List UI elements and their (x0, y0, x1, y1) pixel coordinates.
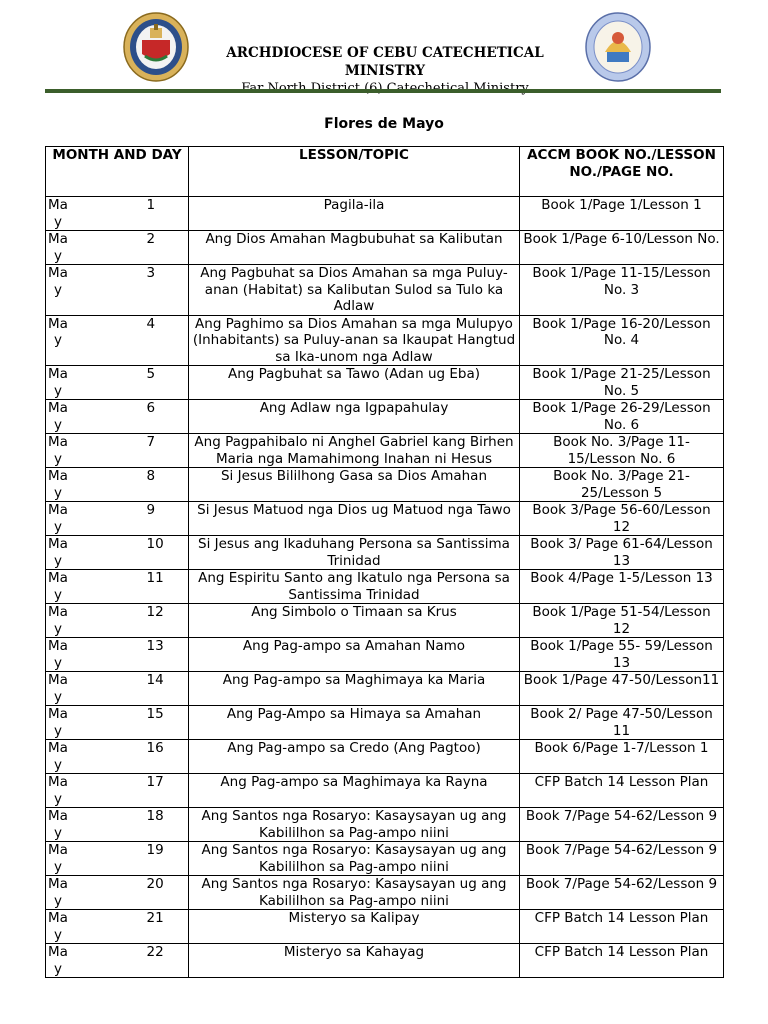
table-row (46, 604, 724, 638)
row-day: 8 (133, 468, 189, 502)
column-header-topic: LESSON/TOPIC (189, 147, 520, 197)
row-month-cell (46, 366, 133, 400)
table-body (46, 197, 724, 978)
row-month-cell (46, 197, 133, 231)
table-row (46, 706, 724, 740)
row-reference: Book 3/Page 56-60/Lesson 12 (520, 502, 724, 536)
row-reference: Book 1/Page 21-25/Lesson No. 5 (520, 366, 724, 400)
row-month: May (48, 231, 68, 264)
row-reference: Book 1/Page 11-15/Lesson No. 3 (520, 265, 724, 316)
organization-name: ARCHDIOCESE OF CEBU CATECHETICAL MINISTRY (226, 45, 544, 79)
table-row (46, 265, 724, 316)
row-reference: Book 1/Page 55- 59/Lesson 13 (520, 638, 724, 672)
table-row (46, 468, 724, 502)
row-reference: Book 1/Page 47-50/Lesson11 (520, 672, 724, 706)
document-title: Flores de Mayo (324, 116, 444, 132)
row-month-cell (46, 638, 133, 672)
row-day: 10 (133, 536, 189, 570)
row-month: May (48, 197, 68, 230)
row-day: 13 (133, 638, 189, 672)
row-month: May (48, 944, 68, 977)
row-month-cell (46, 774, 133, 808)
row-reference: Book 1/Page 26-29/Lesson No. 6 (520, 400, 724, 434)
row-month: May (48, 468, 68, 501)
row-topic: Ang Paghimo sa Dios Amahan sa mga Mulupyo (Inhabitants) sa Puluy-anan sa Ikaupat Hangtud sa Ika-unom nga Adlaw (189, 315, 520, 366)
row-topic: Si Jesus Matuod nga Dios ug Matuod nga Tawo (189, 502, 520, 536)
row-reference: Book 7/Page 54-62/Lesson 9 (520, 808, 724, 842)
table-row (46, 944, 724, 978)
row-reference: Book 7/Page 54-62/Lesson 9 (520, 842, 724, 876)
row-reference: Book 2/ Page 47-50/Lesson 11 (520, 706, 724, 740)
row-month-cell (46, 944, 133, 978)
row-topic: Ang Santos nga Rosaryo: Kasaysayan ug ang Kabililhon sa Pag-ampo niini (189, 876, 520, 910)
table-row (46, 536, 724, 570)
header-divider (45, 89, 721, 93)
row-day: 1 (133, 197, 189, 231)
row-day: 12 (133, 604, 189, 638)
row-day: 7 (133, 434, 189, 468)
row-day: 4 (133, 315, 189, 366)
row-day: 5 (133, 366, 189, 400)
row-month-cell (46, 876, 133, 910)
letterhead (0, 0, 768, 96)
row-month: May (48, 502, 68, 535)
row-month-cell (46, 740, 133, 774)
row-topic: Ang Pag-Ampo sa Himaya sa Amahan (189, 706, 520, 740)
row-month: May (48, 604, 68, 637)
row-day: 2 (133, 231, 189, 265)
row-month-cell (46, 910, 133, 944)
row-month-cell (46, 808, 133, 842)
table-row (46, 315, 724, 366)
row-topic: Ang Dios Amahan Magbubuhat sa Kalibutan (189, 231, 520, 265)
row-reference: Book 6/Page 1-7/Lesson 1 (520, 740, 724, 774)
row-month-cell (46, 570, 133, 604)
row-reference: Book 1/Page 51-54/Lesson 12 (520, 604, 724, 638)
table-row (46, 740, 724, 774)
row-month-cell (46, 536, 133, 570)
row-topic: Ang Pag-ampo sa Amahan Namo (189, 638, 520, 672)
table-row (46, 910, 724, 944)
row-topic: Ang Santos nga Rosaryo: Kasaysayan ug ang Kabililhon sa Pag-ampo niini (189, 842, 520, 876)
row-reference: Book No. 3/Page 11-15/Lesson No. 6 (520, 434, 724, 468)
row-reference: Book 1/Page 6-10/Lesson No. (520, 231, 724, 265)
row-month: May (48, 706, 68, 739)
row-month-cell (46, 502, 133, 536)
row-topic: Ang Espiritu Santo ang Ikatulo nga Persona sa Santissima Trinidad (189, 570, 520, 604)
row-day: 14 (133, 672, 189, 706)
row-topic: Ang Pagbuhat sa Dios Amahan sa mga Puluy-anan (Habitat) sa Kalibutan Sulod sa Tulo ka Adlaw (189, 265, 520, 316)
table-row (46, 197, 724, 231)
row-topic: Si Jesus ang Ikaduhang Persona sa Santissima Trinidad (189, 536, 520, 570)
row-reference: CFP Batch 14 Lesson Plan (520, 774, 724, 808)
row-month: May (48, 638, 68, 671)
row-month-cell (46, 315, 133, 366)
table-row (46, 638, 724, 672)
table-row (46, 570, 724, 604)
row-topic: Ang Adlaw nga Igpapahulay (189, 400, 520, 434)
schedule-table (45, 146, 724, 978)
row-month: May (48, 842, 68, 875)
row-day: 11 (133, 570, 189, 604)
san-pedro-seal-icon (585, 12, 651, 82)
row-month: May (48, 265, 68, 298)
row-month-cell (46, 706, 133, 740)
row-day: 3 (133, 265, 189, 316)
row-topic: Misteryo sa Kalipay (189, 910, 520, 944)
row-month: May (48, 570, 68, 603)
row-topic: Ang Pag-ampo sa Maghimaya ka Rayna (189, 774, 520, 808)
row-day: 16 (133, 740, 189, 774)
row-month-cell (46, 468, 133, 502)
row-day: 18 (133, 808, 189, 842)
row-month: May (48, 672, 68, 705)
row-month: May (48, 536, 68, 569)
row-month: May (48, 434, 68, 467)
row-reference: Book No. 3/Page 21-25/Lesson 5 (520, 468, 724, 502)
row-month: May (48, 876, 68, 909)
row-topic: Ang Pagbuhat sa Tawo (Adan ug Eba) (189, 366, 520, 400)
row-topic: Misteryo sa Kahayag (189, 944, 520, 978)
table-row (46, 808, 724, 842)
table-row (46, 434, 724, 468)
table-row (46, 842, 724, 876)
row-day: 17 (133, 774, 189, 808)
row-month-cell (46, 265, 133, 316)
column-header-month-day: MONTH AND DAY (46, 147, 189, 197)
row-reference: Book 4/Page 1-5/Lesson 13 (520, 570, 724, 604)
row-reference: Book 3/ Page 61-64/Lesson 13 (520, 536, 724, 570)
table-row (46, 876, 724, 910)
column-header-reference: ACCM BOOK NO./LESSON NO./PAGE NO. (520, 147, 724, 197)
row-topic: Si Jesus Bililhong Gasa sa Dios Amahan (189, 468, 520, 502)
row-month-cell (46, 400, 133, 434)
row-month: May (48, 910, 68, 943)
row-month: May (48, 808, 68, 841)
table-row (46, 774, 724, 808)
archdiocese-seal-icon (123, 12, 189, 82)
table-row (46, 366, 724, 400)
row-reference: Book 1/Page 16-20/Lesson No. 4 (520, 315, 724, 366)
row-reference: CFP Batch 14 Lesson Plan (520, 910, 724, 944)
row-day: 15 (133, 706, 189, 740)
row-month: May (48, 400, 68, 433)
row-month: May (48, 740, 68, 773)
row-day: 21 (133, 910, 189, 944)
row-topic: Ang Pag-ampo sa Credo (Ang Pagtoo) (189, 740, 520, 774)
table-header-row (46, 147, 724, 197)
row-day: 20 (133, 876, 189, 910)
table-row (46, 672, 724, 706)
row-month-cell (46, 842, 133, 876)
row-month-cell (46, 434, 133, 468)
row-month: May (48, 366, 68, 399)
row-day: 22 (133, 944, 189, 978)
row-month-cell (46, 604, 133, 638)
row-day: 6 (133, 400, 189, 434)
row-day: 19 (133, 842, 189, 876)
row-month-cell (46, 231, 133, 265)
row-reference: Book 1/Page 1/Lesson 1 (520, 197, 724, 231)
table-row (46, 502, 724, 536)
row-day: 9 (133, 502, 189, 536)
row-reference: CFP Batch 14 Lesson Plan (520, 944, 724, 978)
row-month: May (48, 315, 68, 348)
table-row (46, 231, 724, 265)
row-topic: Pagila-ila (189, 197, 520, 231)
table-row (46, 400, 724, 434)
row-reference: Book 7/Page 54-62/Lesson 9 (520, 876, 724, 910)
row-month-cell (46, 672, 133, 706)
row-topic: Ang Simbolo o Timaan sa Krus (189, 604, 520, 638)
row-topic: Ang Pagpahibalo ni Anghel Gabriel kang Birhen Maria nga Mamahimong Inahan ni Hesus (189, 434, 520, 468)
row-topic: Ang Pag-ampo sa Maghimaya ka Maria (189, 672, 520, 706)
row-month: May (48, 774, 68, 807)
row-topic: Ang Santos nga Rosaryo: Kasaysayan ug ang Kabililhon sa Pag-ampo niini (189, 808, 520, 842)
